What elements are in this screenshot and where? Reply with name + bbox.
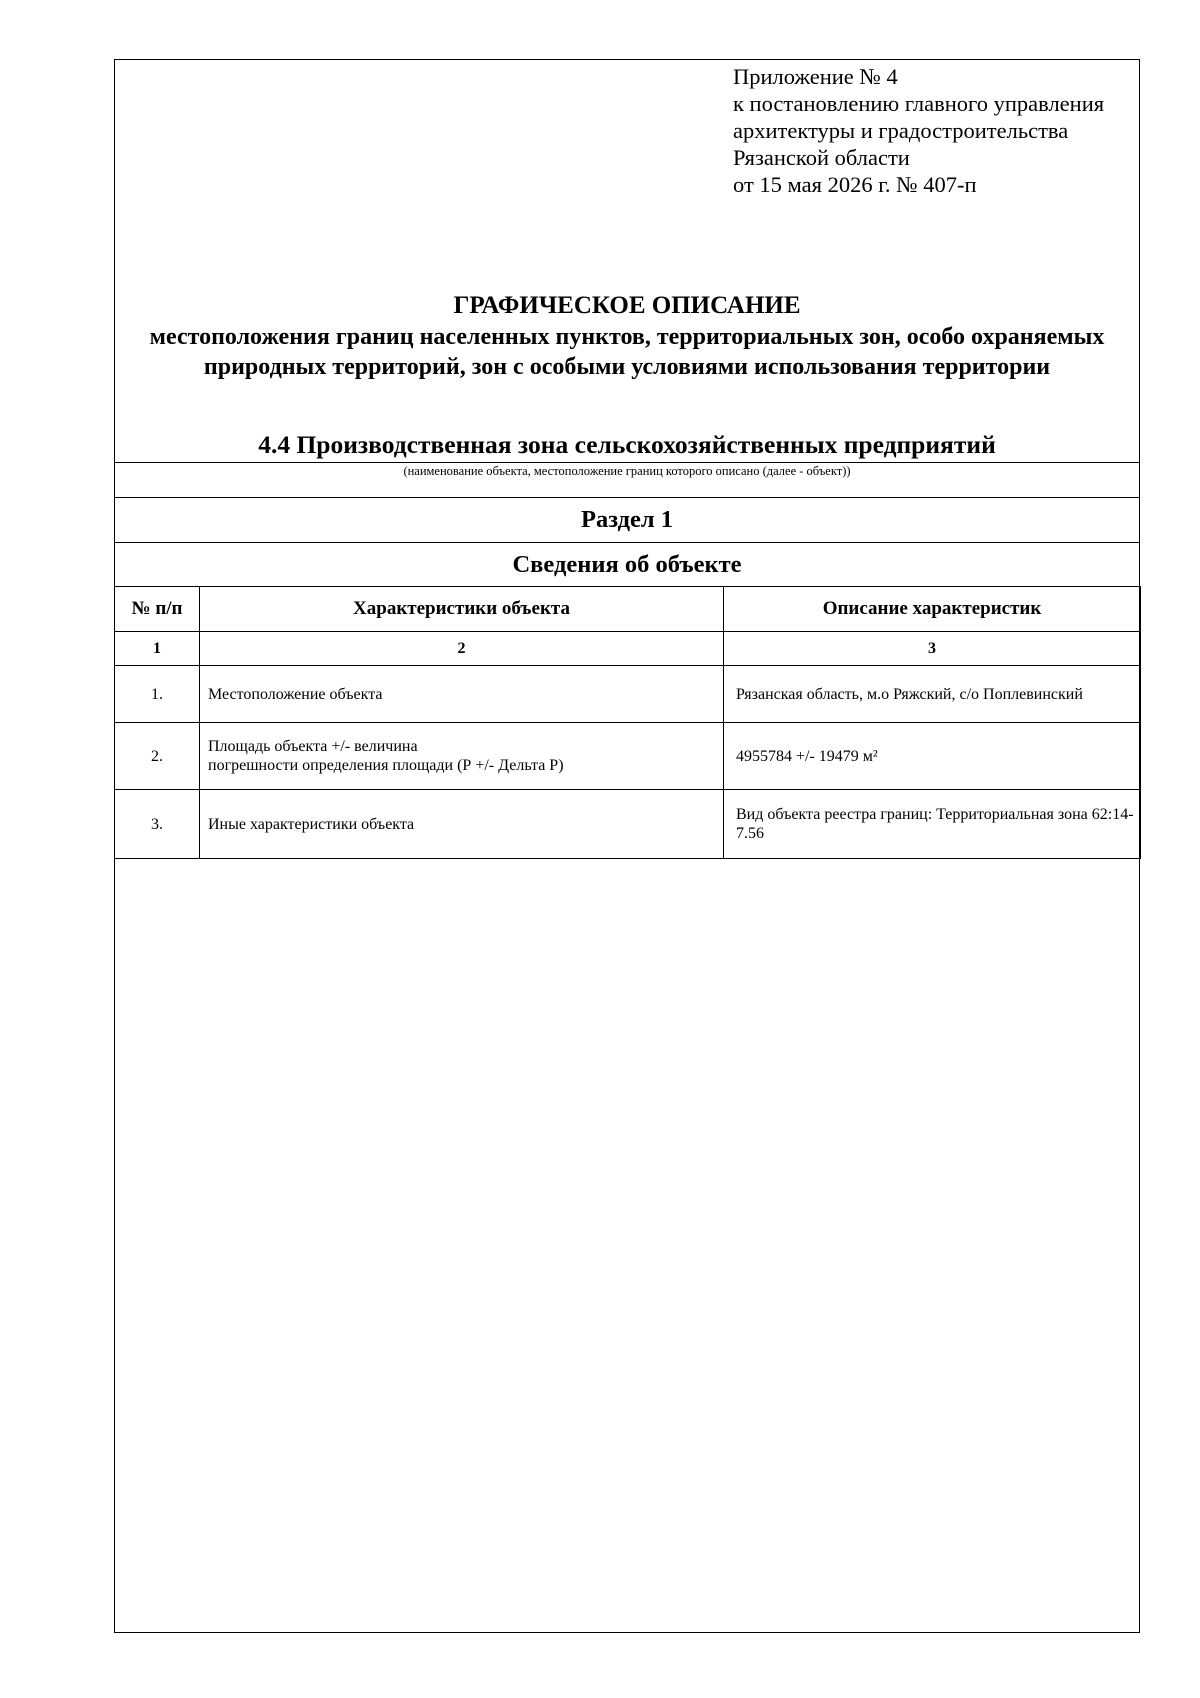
appendix-line: Рязанской области [733,145,910,170]
row-number: 1. [115,666,200,723]
row-number: 2. [115,723,200,790]
table-row [115,790,1141,859]
table-row [115,723,1141,790]
row-number: 3. [115,790,200,859]
section-subheading: Сведения об объекте [512,551,742,578]
document-subtitle: местоположения границ населенных пунктов, территориальных зон, особо охраняемых природных территорий, зон с особыми условиями использования территории [149,324,1105,380]
object-name: 4.4 Производственная зона сельскохозяйственных предприятий [258,430,996,459]
column-number: 3 [724,632,1141,666]
header-characteristic: Характеристики объекта [200,587,724,632]
row-characteristic: Местоположение объекта [200,666,724,723]
appendix-note [733,63,1153,198]
header-description: Описание характеристик [724,587,1141,632]
header-number: № п/п [115,587,200,632]
row-characteristic [200,723,724,790]
document-title: ГРАФИЧЕСКОЕ ОПИСАНИЕ [453,292,801,319]
object-name-caption: (наименование объекта, местоположение границ которого описано (далее - объект)) [403,464,851,478]
row-characteristic-line: Площадь объекта +/- величина [208,738,418,755]
row-description: Вид объекта реестра границ: Территориальная зона 62:14-7.56 [724,790,1141,859]
table-row [115,666,1141,723]
row-characteristic: Иные характеристики объекта [200,790,724,859]
appendix-line: к постановлению главного управления [733,91,1105,116]
column-numbers-row [115,632,1141,666]
row-characteristic-line: погрешности определения площади (Р +/- Дельта Р) [208,757,564,774]
section-heading: Раздел 1 [580,506,673,533]
table-header-row [115,587,1141,632]
column-number: 2 [200,632,724,666]
appendix-line: Приложение № 4 [733,64,898,89]
object-info-table [114,586,1141,859]
row-description: 4955784 +/- 19479 м² [724,723,1141,790]
appendix-line: от 15 мая 2026 г. № 407-п [733,172,977,197]
row-description: Рязанская область, м.о Ряжский, с/о Поплевинский [724,666,1141,723]
column-number: 1 [115,632,200,666]
appendix-line: архитектуры и градостроительства [733,118,1069,143]
